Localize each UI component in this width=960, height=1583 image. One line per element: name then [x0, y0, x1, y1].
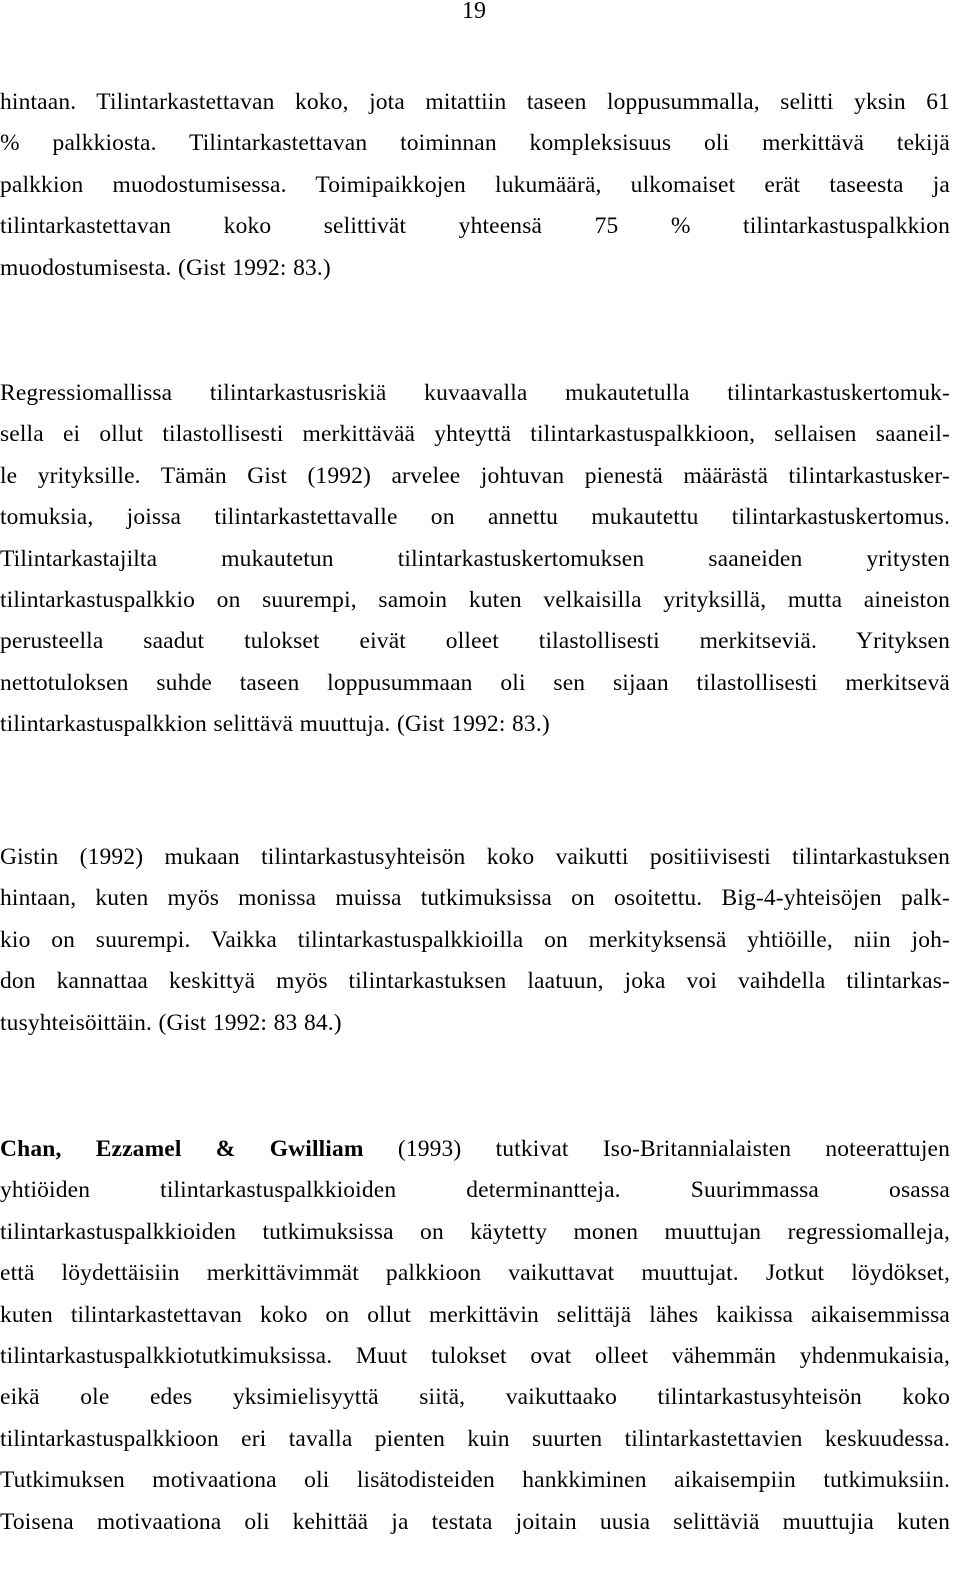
text-line: kio on suurempi. Vaikka tilintarkastuspalkkioilla on merkityksensä yhtiöille, niin joh- [0, 926, 950, 953]
text-line: eikä ole edes yksimielisyyttä siitä, vaikuttaako tilintarkastusyhteisön koko [0, 1384, 950, 1411]
text-line: % palkkiosta. Tilintarkastettavan toiminnan kompleksisuus oli merkittävä tekijä [0, 130, 950, 157]
text-line: Toisena motivaationa oli kehittää ja testata joitain uusia selittäviä muuttujia kuten [0, 1508, 950, 1535]
text-line: nettotuloksen suhde taseen loppusummaan oli sen sijaan tilastollisesti merkitsevä [0, 669, 950, 696]
text-line: tusyhteisöittäin. (Gist 1992: 83 84.) [0, 1009, 342, 1036]
text-line: tilintarkastuspalkkiotutkimuksissa. Muut tulokset ovat olleet vähemmän yhdenmukaisia, [0, 1343, 950, 1370]
text-line: don kannattaa keskittyä myös tilintarkastuksen laatuun, joka voi vaihdella tilintarkas- [0, 968, 950, 995]
text-line: palkkion muodostumisessa. Toimipaikkojen lukumäärä, ulkomaiset erät taseesta ja [0, 171, 950, 198]
text-line: sella ei ollut tilastollisesti merkittävää yhteyttä tilintarkastuspalkkioon, sellaisen saaneil- [0, 421, 950, 448]
paragraph-4 [0, 1129, 950, 1543]
text-line: kuten tilintarkastettavan koko on ollut merkittävin selittäjä lähes kaikissa aikaisemmissa [0, 1301, 950, 1328]
text-line: tilintarkastuspalkkioon eri tavalla pienten kuin suurten tilintarkastettavien keskuudessa. [0, 1425, 950, 1452]
text-line: hintaan. Tilintarkastettavan koko, jota mitattiin taseen loppusummalla, selitti yksin 61 [0, 89, 950, 115]
text-line: muodostumisesta. (Gist 1992: 83.) [0, 254, 331, 281]
text-line: tilintarkastuspalkkio on suurempi, samoin kuten velkaisilla yrityksillä, mutta aineiston [0, 587, 950, 614]
text-line [0, 1129, 950, 1170]
paragraph-2 [0, 373, 950, 746]
paragraph-3 [0, 837, 950, 1044]
page-number: 19 [462, 0, 486, 24]
text-line: että löydettäisiin merkittävimmät palkkioon vaikuttavat muuttujat. Jotkut löydökset, [0, 1260, 950, 1287]
text-line: perusteella saadut tulokset eivät olleet tilastollisesti merkitseviä. Yrityksen [0, 628, 950, 655]
text-line: yhtiöiden tilintarkastuspalkkioiden determinantteja. Suurimmassa osassa [0, 1177, 950, 1204]
paragraph-1 [0, 82, 950, 289]
author-names: Chan, Ezzamel & Gwilliam [0, 1136, 364, 1162]
text-line: le yrityksille. Tämän Gist (1992) arvelee johtuvan pienestä määrästä tilintarkastusker- [0, 462, 950, 489]
text-line: Gistin (1992) mukaan tilintarkastusyhteisön koko vaikutti positiivisesti tilintarkastuksen [0, 844, 950, 870]
text-segment: (1993) tutkivat Iso-Britannialaisten noteerattujen [363, 1136, 950, 1162]
text-line: Tilintarkastajilta mukautetun tilintarkastuskertomuksen saaneiden yritysten [0, 545, 950, 572]
text-line: Tutkimuksen motivaationa oli lisätodisteiden hankkiminen aikaisempiin tutkimuksiin. [0, 1467, 950, 1494]
text-line: tilintarkastuspalkkioiden tutkimuksissa on käytetty monen muuttujan regressiomalleja, [0, 1218, 950, 1245]
text-line: tilintarkastuspalkkion selittävä muuttuja. (Gist 1992: 83.) [0, 711, 550, 738]
text-line: Regressiomallissa tilintarkastusriskiä kuvaavalla mukautetulla tilintarkastuskertomuk- [0, 380, 950, 406]
text-line: hintaan, kuten myös monissa muissa tutkimuksissa on osoitettu. Big-4-yhteisöjen palk- [0, 885, 950, 912]
text-line: tilintarkastettavan koko selittivät yhteensä 75 % tilintarkastuspalkkion [0, 213, 950, 240]
text-line: tomuksia, joissa tilintarkastettavalle on annettu mukautettu tilintarkastuskertomus. [0, 504, 950, 531]
